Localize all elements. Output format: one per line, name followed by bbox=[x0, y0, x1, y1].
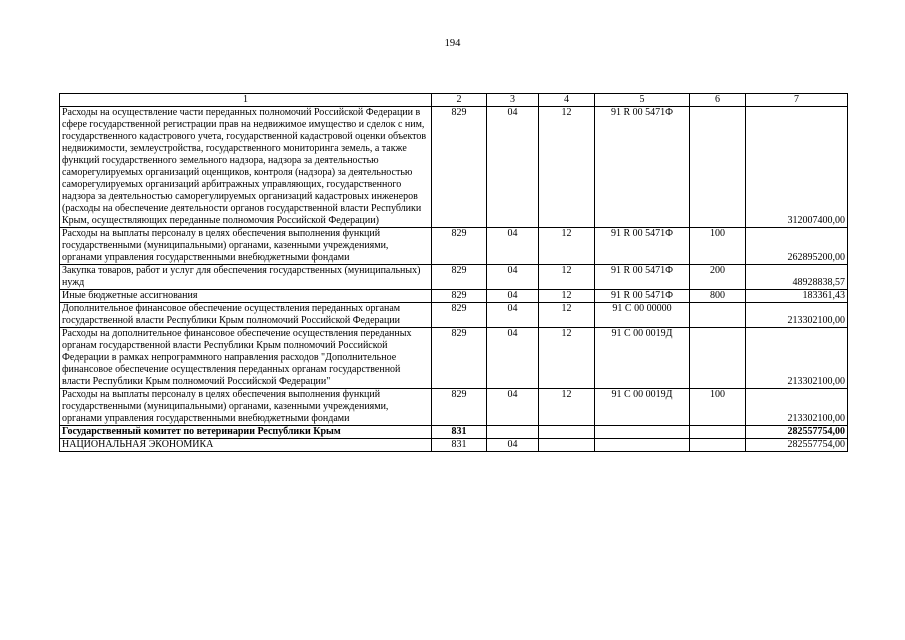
ministry-code: 829 bbox=[432, 228, 487, 265]
row-name: Иные бюджетные ассигнования bbox=[60, 290, 432, 303]
table-row bbox=[60, 290, 848, 303]
table-row bbox=[60, 228, 848, 265]
row-name: Закупка товаров, работ и услуг для обеспечения государственных (муниципальных) нужд bbox=[60, 265, 432, 290]
row-name: Расходы на осуществление части переданных полномочий Российской Федерации в сфере государственной регистрации прав на недвижимое имущество и сделок с ним, государственного кадастрового учета, государственной кадастровой оценки объектов недвижимости, землеустройства, государственного мониторинга земель, а также функций государственного земельного надзора, надзора за деятельностью саморегулируемых организаций оценщиков, контроля (надзора) за деятельностью саморегулируемых организаций арбитражных управляющих, государственного надзора за деятельностью саморегулируемых организаций кадастровых инженеров (расходы на обеспечение деятельности органов государственной власти Республики Крым, осуществляющих переданные полномочия Российской Федерации) bbox=[60, 107, 432, 228]
table-row bbox=[60, 107, 848, 228]
target-article-code bbox=[595, 439, 690, 452]
table-row bbox=[60, 328, 848, 389]
column-number: 4 bbox=[539, 94, 595, 107]
table-body bbox=[60, 107, 848, 452]
ministry-code: 829 bbox=[432, 328, 487, 389]
section-code: 04 bbox=[487, 328, 539, 389]
ministry-code: 829 bbox=[432, 290, 487, 303]
target-article-code: 91 С 00 0019Д bbox=[595, 328, 690, 389]
row-name: НАЦИОНАЛЬНАЯ ЭКОНОМИКА bbox=[60, 439, 432, 452]
amount: 183361,43 bbox=[746, 290, 848, 303]
subsection-code: 12 bbox=[539, 328, 595, 389]
expense-type-code: 800 bbox=[690, 290, 746, 303]
amount: 262895200,00 bbox=[746, 228, 848, 265]
amount: 213302100,00 bbox=[746, 303, 848, 328]
page-number: 194 bbox=[444, 38, 461, 49]
expense-type-code bbox=[690, 107, 746, 228]
subsection-code bbox=[539, 439, 595, 452]
section-code: 04 bbox=[487, 439, 539, 452]
table-row bbox=[60, 265, 848, 290]
section-code: 04 bbox=[487, 265, 539, 290]
column-number: 5 bbox=[595, 94, 690, 107]
ministry-code: 829 bbox=[432, 389, 487, 426]
target-article-code: 91 С 00 00000 bbox=[595, 303, 690, 328]
target-article-code: 91 R 00 5471Ф bbox=[595, 265, 690, 290]
expense-type-code: 100 bbox=[690, 228, 746, 265]
expense-type-code bbox=[690, 426, 746, 439]
row-name: Расходы на выплаты персоналу в целях обеспечения выполнения функций государственными (муниципальными) органами, казенными учреждениями, органами управления государственными внебюджетными фондами bbox=[60, 389, 432, 426]
amount: 48928838,57 bbox=[746, 265, 848, 290]
section-code: 04 bbox=[487, 303, 539, 328]
ministry-code: 829 bbox=[432, 107, 487, 228]
ministry-code: 831 bbox=[432, 439, 487, 452]
subsection-code: 12 bbox=[539, 228, 595, 265]
table-row bbox=[60, 389, 848, 426]
target-article-code: 91 С 00 0019Д bbox=[595, 389, 690, 426]
row-name: Расходы на дополнительное финансовое обеспечение осуществления переданных органам государственной власти Республики Крым полномочий Российской Федерации в рамках непрограммного направления расходов "Дополнительное финансовое обеспечение осуществления переданных органам государственной власти Республики Крым полномочий Российской Федерации" bbox=[60, 328, 432, 389]
target-article-code: 91 R 00 5471Ф bbox=[595, 107, 690, 228]
subsection-code: 12 bbox=[539, 265, 595, 290]
target-article-code bbox=[595, 426, 690, 439]
column-number-row bbox=[60, 94, 848, 107]
expense-type-code bbox=[690, 328, 746, 389]
amount: 213302100,00 bbox=[746, 389, 848, 426]
section-code: 04 bbox=[487, 290, 539, 303]
subsection-code: 12 bbox=[539, 107, 595, 228]
subsection-code: 12 bbox=[539, 389, 595, 426]
ministry-code: 829 bbox=[432, 303, 487, 328]
column-number: 3 bbox=[487, 94, 539, 107]
amount: 282557754,00 bbox=[746, 426, 848, 439]
budget-table bbox=[59, 93, 848, 452]
column-number: 7 bbox=[746, 94, 848, 107]
section-code: 04 bbox=[487, 107, 539, 228]
expense-type-code: 200 bbox=[690, 265, 746, 290]
column-number: 6 bbox=[690, 94, 746, 107]
amount: 282557754,00 bbox=[746, 439, 848, 452]
expense-type-code bbox=[690, 303, 746, 328]
expense-type-code: 100 bbox=[690, 389, 746, 426]
subsection-code: 12 bbox=[539, 303, 595, 328]
subsection-code: 12 bbox=[539, 290, 595, 303]
table-row bbox=[60, 303, 848, 328]
expense-type-code bbox=[690, 439, 746, 452]
target-article-code: 91 R 00 5471Ф bbox=[595, 290, 690, 303]
amount: 312007400,00 bbox=[746, 107, 848, 228]
column-number: 2 bbox=[432, 94, 487, 107]
section-code: 04 bbox=[487, 228, 539, 265]
section-code bbox=[487, 426, 539, 439]
row-name: Расходы на выплаты персоналу в целях обеспечения выполнения функций государственными (муниципальными) органами, казенными учреждениями, органами управления государственными внебюджетными фондами bbox=[60, 228, 432, 265]
column-number: 1 bbox=[60, 94, 432, 107]
amount: 213302100,00 bbox=[746, 328, 848, 389]
ministry-code: 829 bbox=[432, 265, 487, 290]
row-name: Государственный комитет по ветеринарии Республики Крым bbox=[60, 426, 432, 439]
ministry-code: 831 bbox=[432, 426, 487, 439]
subsection-code bbox=[539, 426, 595, 439]
section-code: 04 bbox=[487, 389, 539, 426]
target-article-code: 91 R 00 5471Ф bbox=[595, 228, 690, 265]
row-name: Дополнительное финансовое обеспечение осуществления переданных органам государственной власти Республики Крым полномочий Российской Федерации bbox=[60, 303, 432, 328]
table-row bbox=[60, 439, 848, 452]
table-row bbox=[60, 426, 848, 439]
